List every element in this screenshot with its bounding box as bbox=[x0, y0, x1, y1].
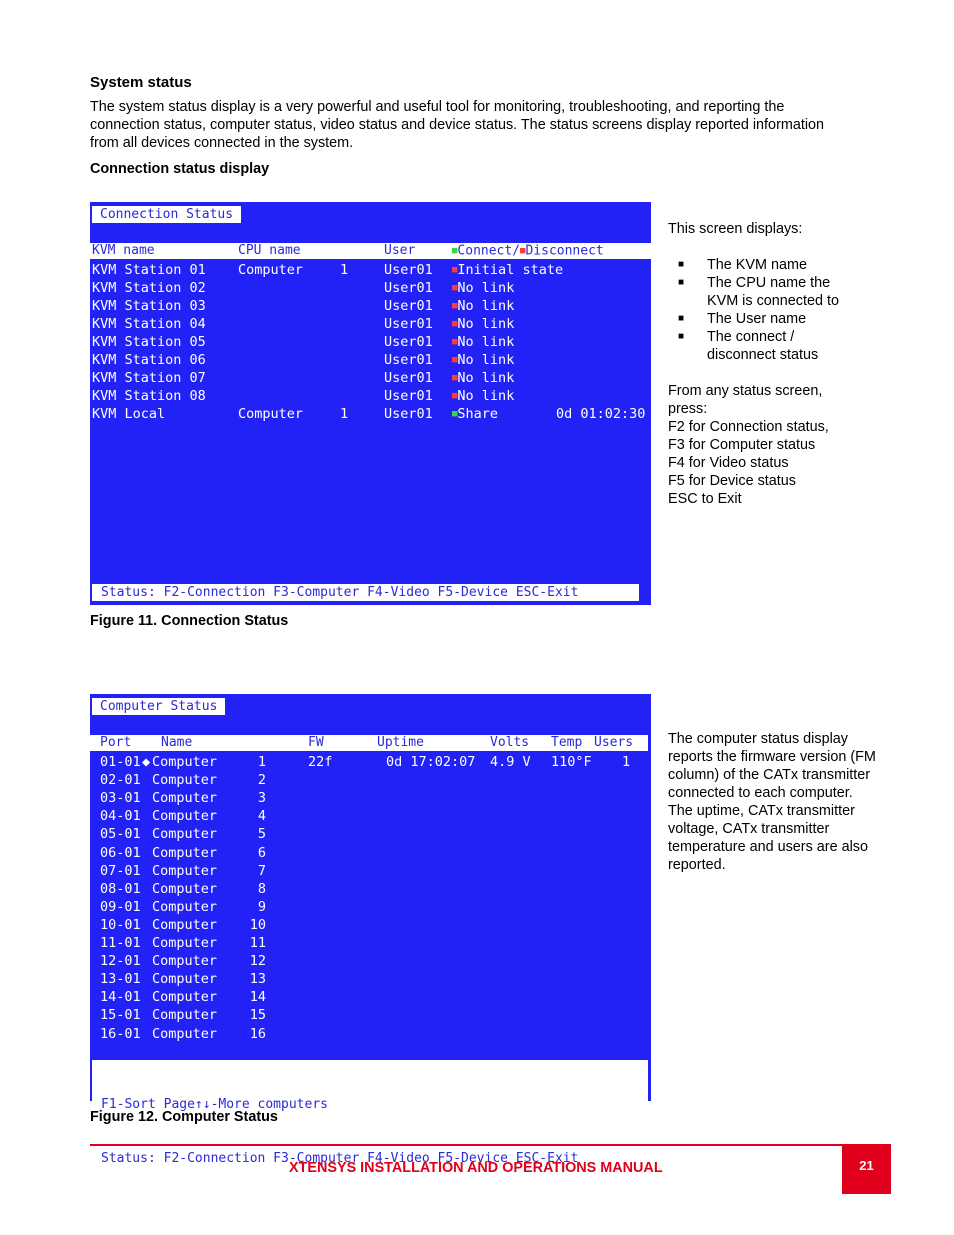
connection-status bbox=[452, 369, 514, 387]
computer-row bbox=[90, 988, 651, 1006]
computer-screen-title: Computer Status bbox=[92, 698, 225, 715]
status-text: No link bbox=[457, 388, 515, 404]
computer-number: 4 bbox=[257, 808, 266, 825]
computer-name: Computer bbox=[152, 844, 218, 861]
connection-status bbox=[452, 297, 514, 315]
computer-name: Computer bbox=[152, 790, 218, 807]
header-cpu-name: CPU name bbox=[238, 243, 301, 258]
port-id: 09-01 bbox=[100, 898, 141, 915]
connection-side-text bbox=[668, 220, 928, 508]
connection-status bbox=[452, 333, 514, 351]
side-line: The computer status display bbox=[668, 731, 848, 747]
computer-row bbox=[90, 934, 651, 952]
key-line: From any status screen, bbox=[668, 383, 823, 399]
intro-line: from all devices connected in the system. bbox=[90, 135, 354, 151]
computer-row bbox=[90, 862, 651, 880]
computer-row bbox=[90, 807, 651, 825]
port-id: 14-01 bbox=[100, 989, 141, 1006]
port-id: 02-01 bbox=[100, 772, 141, 789]
connection-row bbox=[90, 369, 651, 387]
side-line: connected to each computer. bbox=[668, 785, 853, 801]
connection-row bbox=[90, 315, 651, 333]
status-text: No link bbox=[457, 316, 515, 332]
connection-row bbox=[90, 279, 651, 297]
side-keys bbox=[668, 382, 928, 508]
uptime: 0d 01:02:30 bbox=[556, 406, 646, 422]
status-text: Initial state bbox=[457, 262, 564, 278]
user-name: User01 bbox=[384, 388, 433, 404]
bullet-line: KVM is connected to bbox=[707, 293, 839, 309]
computer-name: Computer bbox=[152, 989, 218, 1006]
computer-row bbox=[90, 753, 651, 771]
connection-status-bar: Status: F2-Connection F3-Computer F4-Video F5-Device ESC-Exit bbox=[92, 584, 639, 601]
computer-name: Computer bbox=[152, 1007, 218, 1024]
kvm-name: KVM Station 01 bbox=[92, 262, 206, 278]
computer-number: 3 bbox=[257, 790, 266, 807]
port-id: 08-01 bbox=[100, 880, 141, 897]
header-connect-disconnect bbox=[452, 243, 604, 260]
bullet-line: ■ The CPU name the bbox=[707, 275, 831, 291]
computer-number: 14 bbox=[249, 989, 266, 1006]
computer-name: Computer bbox=[152, 935, 218, 951]
red-dot-icon: ■ bbox=[452, 337, 458, 347]
connection-row bbox=[90, 387, 651, 405]
computer-number: 5 bbox=[257, 826, 266, 843]
status-text: No link bbox=[457, 352, 515, 368]
port-id: 04-01 bbox=[100, 808, 141, 825]
kvm-name: KVM Station 05 bbox=[92, 334, 206, 350]
connection-status bbox=[452, 387, 514, 405]
computer-status-bar bbox=[92, 1060, 648, 1204]
computer-name: Computer bbox=[152, 953, 218, 970]
kvm-name: KVM Station 04 bbox=[92, 316, 206, 332]
key-line: F3 for Computer status bbox=[668, 437, 816, 453]
computer-number: 2 bbox=[257, 772, 266, 789]
figure-11-caption: Figure 11. Connection Status bbox=[90, 613, 289, 629]
port-id: 05-01 bbox=[100, 826, 141, 843]
red-dot-icon: ■ bbox=[452, 355, 458, 365]
key-line: F4 for Video status bbox=[668, 455, 789, 471]
red-dot-icon: ■ bbox=[520, 246, 526, 256]
header-uptime: Uptime bbox=[377, 735, 424, 750]
firmware-version: 22f bbox=[308, 754, 333, 770]
side-line: temperature and users are also bbox=[668, 839, 868, 855]
side-bullet-list bbox=[668, 256, 928, 364]
red-dot-icon: ■ bbox=[452, 265, 458, 275]
computer-name: Computer bbox=[152, 1025, 218, 1042]
kvm-name: KVM Station 07 bbox=[92, 370, 206, 386]
side-intro: This screen displays: bbox=[668, 221, 803, 237]
red-dot-icon: ■ bbox=[452, 301, 458, 311]
kvm-name: KVM Local bbox=[92, 406, 166, 422]
cpu-name: Computer bbox=[238, 406, 304, 422]
port-id: 06-01 bbox=[100, 844, 141, 861]
side-line: reports the firmware version (FM bbox=[668, 749, 876, 765]
side-bullet bbox=[668, 274, 928, 310]
connection-status bbox=[452, 261, 563, 279]
red-dot-icon: ■ bbox=[452, 373, 458, 383]
kvm-name: KVM Station 06 bbox=[92, 352, 206, 368]
status-text: No link bbox=[457, 298, 515, 314]
bullet-line: ■ The KVM name bbox=[707, 257, 807, 273]
port-id: 07-01 bbox=[100, 862, 141, 879]
computer-number: 10 bbox=[249, 916, 266, 933]
computer-number: 1 bbox=[257, 754, 266, 770]
computer-row bbox=[90, 1025, 651, 1043]
user-name: User01 bbox=[384, 262, 433, 278]
computer-name: Computer bbox=[152, 772, 218, 789]
computer-number: 6 bbox=[257, 844, 266, 861]
connection-row bbox=[90, 261, 651, 279]
computer-row bbox=[90, 898, 651, 916]
status-text: No link bbox=[457, 334, 515, 350]
computer-row bbox=[90, 771, 651, 789]
user-name: User01 bbox=[384, 316, 433, 332]
computer-row bbox=[90, 844, 651, 862]
header-temp: Temp bbox=[551, 735, 583, 750]
red-dot-icon: ■ bbox=[452, 391, 458, 401]
port-id: 03-01 bbox=[100, 790, 141, 807]
header-volts: Volts bbox=[490, 735, 530, 750]
subsection-title: Connection status display bbox=[90, 161, 270, 177]
computer-name: Computer bbox=[152, 880, 218, 897]
temperature: 110°F bbox=[551, 754, 592, 770]
computer-side-text bbox=[668, 730, 948, 874]
port-id: 16-01 bbox=[100, 1025, 141, 1042]
key-line: ESC to Exit bbox=[668, 491, 742, 507]
computer-number: 8 bbox=[257, 880, 266, 897]
connection-row bbox=[90, 351, 651, 369]
intro-line: The system status display is a very powerful and useful tool for monitoring, troubleshooting, and reporting the bbox=[90, 99, 785, 115]
key-line: F2 for Connection status, bbox=[668, 419, 829, 435]
uptime: 0d 17:02:07 bbox=[386, 754, 476, 770]
computer-name: Computer bbox=[152, 971, 218, 988]
green-dot-icon: ■ bbox=[452, 409, 458, 419]
computer-name: Computer bbox=[152, 862, 218, 879]
connection-screen-title: Connection Status bbox=[92, 206, 241, 223]
cpu-name: Computer bbox=[238, 262, 304, 278]
key-line: press: bbox=[668, 401, 708, 417]
header-fw: FW bbox=[308, 735, 324, 750]
port-id: 12-01 bbox=[100, 953, 141, 970]
green-dot-icon: ■ bbox=[452, 246, 458, 256]
computer-number: 15 bbox=[249, 1007, 266, 1024]
computer-row bbox=[90, 970, 651, 988]
status-text: No link bbox=[457, 370, 515, 386]
manual-title: XTENSYS INSTALLATION AND OPERATIONS MANUAL bbox=[289, 1160, 663, 1176]
user-name: User01 bbox=[384, 298, 433, 314]
header-port: Port bbox=[100, 735, 132, 750]
computer-number: 12 bbox=[249, 953, 266, 970]
side-bullet bbox=[668, 256, 928, 274]
red-dot-icon: ■ bbox=[452, 283, 458, 293]
header-disconnect: Disconnect bbox=[525, 243, 604, 259]
computer-name: Computer bbox=[152, 754, 218, 770]
computer-row bbox=[90, 952, 651, 970]
selected-marker-icon: ◆ bbox=[142, 754, 151, 770]
section-title: System status bbox=[90, 74, 192, 91]
user-name: User01 bbox=[384, 352, 433, 368]
side-line: column) of the CATx transmitter bbox=[668, 767, 871, 783]
page-number: 21 bbox=[842, 1146, 891, 1194]
connection-status bbox=[452, 279, 514, 297]
kvm-name: KVM Station 03 bbox=[92, 298, 206, 314]
intro-line: connection status, computer status, video status and device status. The status screens display reported information bbox=[90, 117, 825, 133]
user-name: User01 bbox=[384, 334, 433, 350]
status-text: No link bbox=[457, 280, 515, 296]
computer-row bbox=[90, 1006, 651, 1024]
header-user: User bbox=[384, 243, 416, 258]
connection-status-screen bbox=[90, 202, 651, 605]
computer-footer-line-1: F1-Sort Page↑↓-More computers bbox=[101, 1097, 328, 1112]
footer-rule bbox=[90, 1144, 891, 1146]
computer-row bbox=[90, 825, 651, 843]
kvm-name: KVM Station 02 bbox=[92, 280, 206, 296]
connection-status bbox=[452, 351, 514, 369]
bullet-line: disconnect status bbox=[707, 347, 819, 363]
computer-name: Computer bbox=[152, 898, 218, 915]
kvm-name: KVM Station 08 bbox=[92, 388, 206, 404]
user-name: User01 bbox=[384, 370, 433, 386]
header-kvm-name: KVM name bbox=[92, 243, 155, 258]
connection-header-row bbox=[90, 243, 651, 259]
side-line: The uptime, CATx transmitter bbox=[668, 803, 855, 819]
computer-name: Computer bbox=[152, 826, 218, 843]
port-id: 01-01 bbox=[100, 754, 141, 770]
port-id: 15-01 bbox=[100, 1007, 141, 1024]
bullet-line: ■ The User name bbox=[707, 311, 807, 327]
side-line: voltage, CATx transmitter bbox=[668, 821, 830, 837]
port-id: 11-01 bbox=[100, 935, 141, 951]
computer-number: 11 bbox=[249, 935, 266, 951]
side-line: reported. bbox=[668, 857, 726, 873]
side-bullet bbox=[668, 328, 928, 364]
connection-status bbox=[452, 315, 514, 333]
computer-number: 7 bbox=[257, 862, 266, 879]
figure-12-caption: Figure 12. Computer Status bbox=[90, 1109, 278, 1125]
connection-row bbox=[90, 405, 651, 423]
cpu-number: 1 bbox=[340, 262, 349, 278]
connection-row bbox=[90, 297, 651, 315]
voltage: 4.9 V bbox=[490, 754, 531, 770]
computer-name: Computer bbox=[152, 916, 218, 933]
connection-status bbox=[452, 405, 498, 423]
computer-footer-line-2: Status: F2-Connection F3-Computer F4-Video F5-Device ESC-Exit bbox=[101, 1151, 579, 1166]
key-line: F5 for Device status bbox=[668, 473, 796, 489]
side-bullet bbox=[668, 310, 928, 328]
computer-row bbox=[90, 916, 651, 934]
red-dot-icon: ■ bbox=[452, 319, 458, 329]
port-id: 13-01 bbox=[100, 971, 141, 988]
section-intro bbox=[90, 98, 900, 152]
computer-number: 16 bbox=[249, 1025, 266, 1042]
user-name: User01 bbox=[384, 406, 433, 422]
cpu-number: 1 bbox=[340, 406, 349, 422]
port-id: 10-01 bbox=[100, 916, 141, 933]
user-name: User01 bbox=[384, 280, 433, 296]
status-text: Share bbox=[457, 406, 499, 422]
header-connect: Connect/ bbox=[457, 243, 521, 259]
computer-row bbox=[90, 789, 651, 807]
header-name: Name bbox=[161, 735, 193, 750]
connection-row bbox=[90, 333, 651, 351]
bullet-line: ■ The connect / bbox=[707, 329, 795, 345]
computer-number: 13 bbox=[249, 971, 266, 988]
computer-name: Computer bbox=[152, 808, 218, 825]
computer-row bbox=[90, 880, 651, 898]
header-users: Users bbox=[594, 735, 634, 750]
computer-header-row bbox=[90, 735, 648, 751]
user-count: 1 bbox=[622, 754, 631, 770]
computer-number: 9 bbox=[257, 898, 266, 915]
